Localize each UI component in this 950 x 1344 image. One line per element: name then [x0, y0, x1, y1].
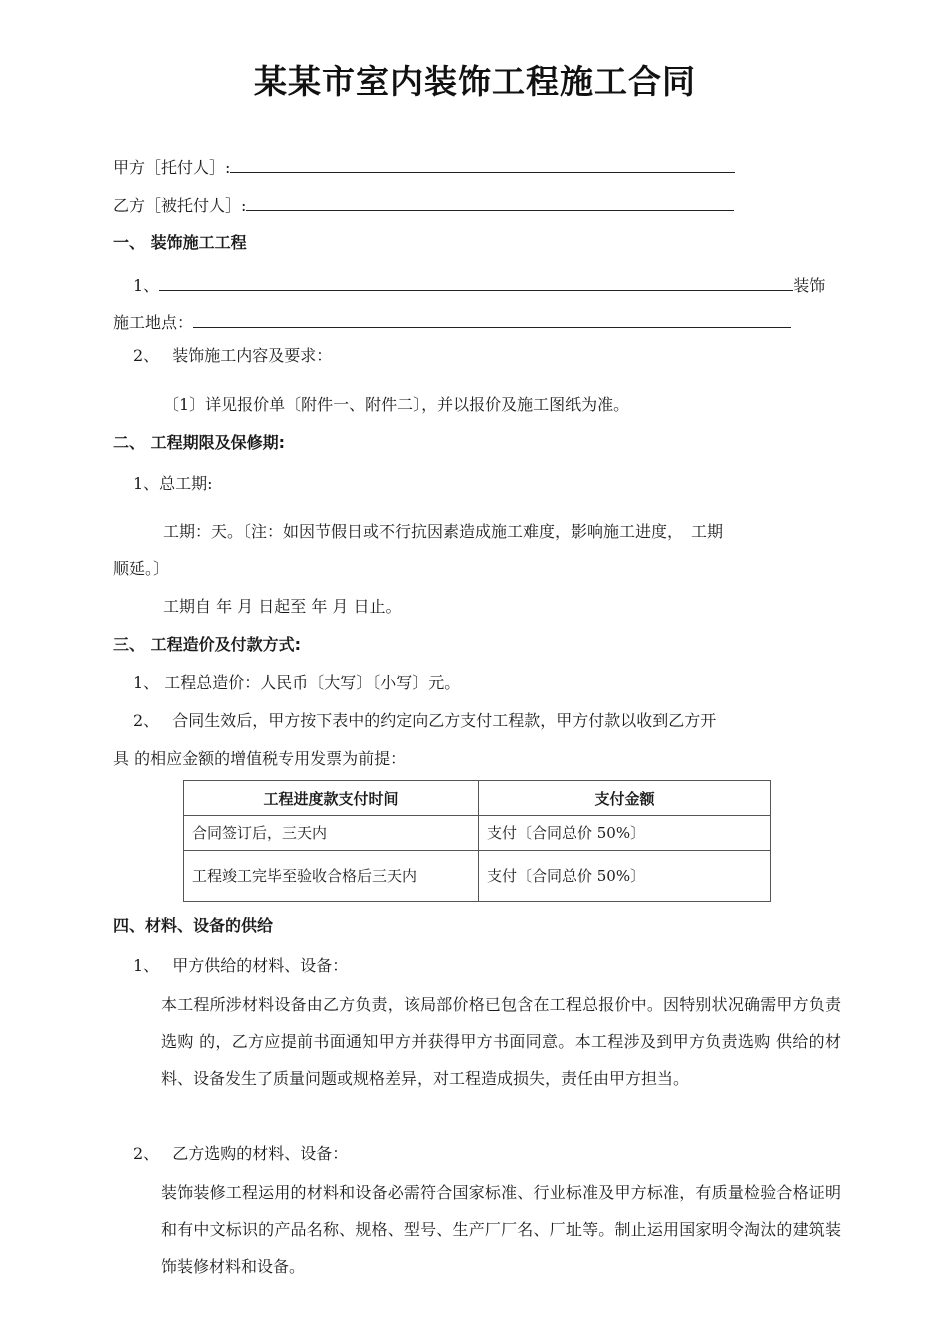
site-blank[interactable]: [193, 312, 791, 328]
section1-item2-sub: 〔1〕详见报价单〔附件一、附件二〕，并以报价及施工图纸为准。: [163, 395, 630, 414]
section4-item1: 1、 甲方供给的材料、设备：: [133, 956, 349, 975]
section4-item2-body: 装饰装修工程运用的材料和设备必需符合国家标准、行业标准及甲方标准，有质量检验合格证明和有中文标识的产品名称、规格、型号、生产厂厂名、厂址等。制止运用国家明令淘汰的建筑装饰装修材料和设备。: [161, 1183, 841, 1276]
payment-amount-cell: 支付〔合同总价 50%〕: [479, 851, 771, 902]
section4-item1-body: 本工程所涉材料设备由乙方负责，该局部价格已包含在工程总报价中。因特别状况确需甲方负责选购 的，乙方应提前书面通知甲方并获得甲方书面同意。本工程涉及到甲方负责选购 供给的材料、设备发生了质量问题或规格差异，对工程造成损失，责任由甲方担当。: [161, 995, 841, 1088]
section1-item1-suffix: 装饰: [793, 276, 826, 295]
section3-item2-line1: 2、 合同生效后，甲方按下表中的约定向乙方支付工程款，甲方付款以收到乙方开: [133, 711, 717, 730]
period-range: 工期自 年 月 日起至 年 月 日止。: [163, 597, 402, 616]
section2-heading: 二、 工程期限及保修期:: [113, 433, 285, 452]
party-b-label: 乙方［被托付人］:: [113, 196, 247, 215]
document-title: 某某市室内装饰工程施工合同: [254, 62, 696, 101]
party-a-blank[interactable]: [230, 157, 735, 173]
table-row: [184, 851, 771, 902]
section1-heading: 一、 装饰施工工程: [113, 233, 247, 252]
site-label: 施工地点：: [113, 313, 194, 332]
section3-item2-line2: 具 的相应金额的增值税专用发票为前提：: [113, 749, 407, 768]
payment-amount-header: 支付金额: [479, 781, 771, 816]
project-name-blank[interactable]: [159, 275, 793, 291]
section2-item1: 1、总工期:: [133, 474, 213, 493]
section3-heading: 三、 工程造价及付款方式:: [113, 635, 301, 654]
table-row: [184, 816, 771, 851]
period-note-line1: 工期：天。〔注：如因节假日或不行抗因素造成施工难度，影响施工进度， 工期: [163, 522, 724, 541]
payment-table: [183, 780, 771, 902]
period-note-line2: 顺延。〕: [113, 559, 170, 578]
site-line: [113, 312, 791, 333]
party-b-line: [113, 195, 734, 216]
party-a-line: [113, 157, 735, 178]
party-a-label: 甲方［托付人］:: [113, 158, 231, 177]
payment-amount-cell: 支付〔合同总价 50%〕: [479, 816, 771, 851]
section1-item1: [133, 275, 825, 296]
party-b-blank[interactable]: [246, 195, 734, 211]
payment-time-cell: 工程竣工完毕至验收合格后三天内: [184, 851, 479, 902]
section3-item1: 1、 工程总造价：人民币〔大写〕〔小写〕元。: [133, 673, 461, 692]
section4-item2: 2、 乙方选购的材料、设备：: [133, 1144, 349, 1163]
payment-time-cell: 合同签订后，三天内: [184, 816, 479, 851]
section1-item1-prefix: 1、: [133, 276, 160, 295]
payment-time-header: 工程进度款支付时间: [184, 781, 479, 816]
section4-heading: 四、材料、设备的供给: [113, 916, 274, 935]
payment-table-header-row: [184, 781, 771, 816]
section1-item2: 2、 装饰施工内容及要求：: [133, 346, 333, 365]
